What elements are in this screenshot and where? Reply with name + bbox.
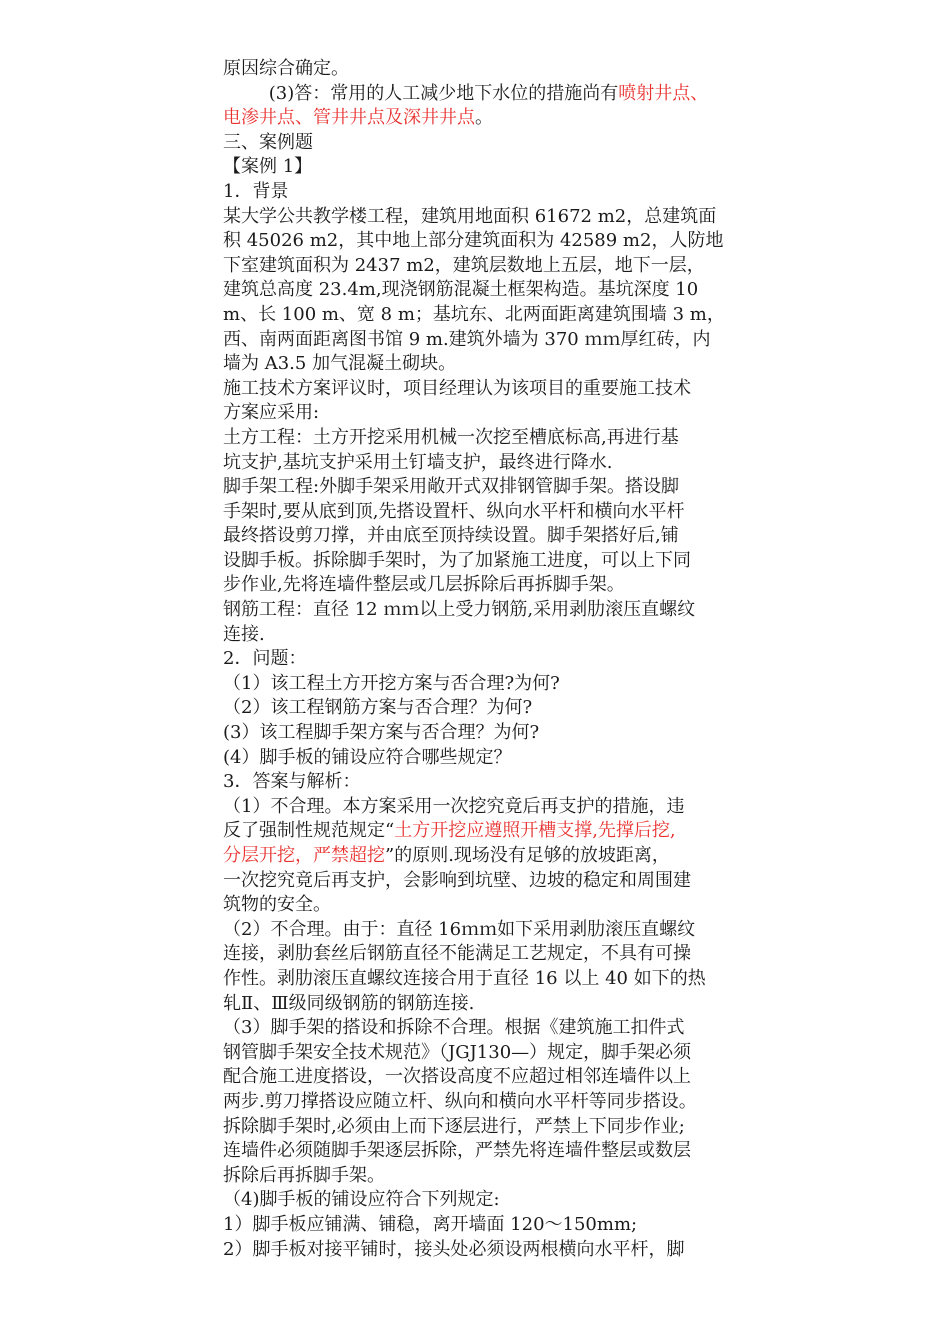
highlighted-text: 喷射井点、 [618,82,709,104]
text-segment: 一次挖究竟后再支护，会影响到坑壁、边坡的稳定和周围建 [223,869,691,891]
text-segment: 脚手架工程:外脚手架采用敞开式双排钢管脚手架。搭设脚 [223,476,680,498]
text-line [223,328,743,353]
text-segment: （2）该工程钢筋方案与否合理？为何? [223,697,533,719]
text-segment: 设脚手板。拆除脚手架时，为了加紧施工进度，可以上下同 [223,549,691,571]
text-line [223,795,743,820]
text-segment: 最终搭设剪刀撑，并由底至顶持续设置。脚手架搭好后,铺 [223,525,679,547]
text-segment: （3）脚手架的搭设和拆除不合理。根据《建筑施工扣件式 [223,1017,685,1039]
text-line [223,254,743,279]
text-segment: 两步.剪刀撑搭设应随立杆、纵向和横向水平杆等同步搭设。 [223,1090,697,1112]
text-segment: 三、案例题 [223,131,313,153]
text-line [223,229,743,254]
text-segment: 作性。剥肋滚压直螺纹连接合用于直径 16 以上 40 如下的热 [223,967,706,989]
text-line [223,1090,743,1115]
text-segment: 施工技术方案评议时，项目经理认为该项目的重要施工技术 [223,377,691,399]
text-line [223,844,743,869]
text-segment: 墙为 A3.5 加气混凝土砌块。 [223,353,457,375]
text-segment: 积 45026 m2，其中地上部分建筑面积为 42589 m2，人防地 [223,230,724,252]
text-line [223,57,743,82]
text-segment: 建筑总高度 23.4m,现浇钢筋混凝土框架构造。基坑深度 10 [223,279,699,301]
text-line [223,451,743,476]
text-line [223,278,743,303]
text-segment: 【案例 1】 [223,156,313,178]
text-segment: 。 [475,107,493,129]
text-segment: 方案应采用: [223,402,320,424]
text-segment: 拆除脚手架时,必须由上而下逐层进行，严禁上下同步作业; [223,1115,685,1137]
highlighted-text: 电渗井点、管井井点及深井井点 [223,107,475,129]
text-segment: 下室建筑面积为 2437 m2，建筑层数地上五层，地下一层， [223,254,705,276]
text-segment: 原因综合确定。 [223,58,349,79]
text-line [223,672,743,697]
text-line [223,1164,743,1189]
text-segment: 钢筋工程：直径 12 ｍｍ以上受力钢筋,采用剥肋滚压直螺纹 [223,599,696,621]
text-segment: 连接，剥肋套丝后钢筋直径不能满足工艺规定，不具有可操 [223,943,691,965]
text-segment: 土方工程：土方开挖采用机械一次挖至槽底标高,再进行基 [223,426,679,448]
text-line [223,401,743,426]
text-line [223,918,743,943]
text-segment: (3)答：常用的人工减少地下水位的措施尚有 [223,82,619,104]
text-line [223,696,743,721]
text-line [223,1139,743,1164]
text-line [223,1238,743,1263]
text-line [223,205,743,230]
text-line [223,598,743,623]
text-line [223,524,743,549]
text-line [223,1213,743,1238]
text-line [223,647,743,672]
text-line [223,352,743,377]
text-line [223,131,743,156]
text-line [223,426,743,451]
text-line [223,942,743,967]
text-line [223,623,743,648]
text-segment: 反了强制性规范规定“ [223,820,395,842]
text-line [223,475,743,500]
text-segment: 连接. [223,623,265,645]
text-line [223,869,743,894]
text-line [223,992,743,1017]
text-segment: 2．问题： [223,648,307,670]
text-line [223,819,743,844]
text-segment: 坑支护,基坑支护采用土钉墙支护，最终进行降水. [223,451,613,473]
text-segment: 1）脚手板应铺满、铺稳，离开墙面 120～150mm; [223,1213,638,1235]
text-segment: 某大学公共教学楼工程，建筑用地面积 61672 m2，总建筑面 [223,205,717,227]
text-line [223,377,743,402]
text-segment: 步作业,先将连墙件整层或几层拆除后再拆脚手架。 [223,574,625,596]
text-line [223,746,743,771]
text-line [223,155,743,180]
text-line [223,721,743,746]
highlighted-text: 分层开挖，严禁超挖 [223,845,385,866]
document-page [223,57,743,1262]
text-segment: 2）脚手板对接平铺时，接头处必须设两根横向水平杆，脚 [223,1238,685,1260]
text-line [223,893,743,918]
text-segment: 配合施工进度搭设，一次搭设高度不应超过相邻连墙件以上 [223,1066,691,1088]
text-line [223,1065,743,1090]
text-segment: 1．背景 [223,180,289,202]
text-segment: （1）不合理。本方案采用一次挖究竟后再支护的措施，违 [223,795,685,817]
text-segment: (3）该工程脚手架方案与否合理？为何? [223,722,540,744]
text-line [223,967,743,992]
text-segment: m、长 100 m、宽 8 m；基坑东、北两面距离建筑围墙 3 m， [223,303,725,325]
text-segment: ”的原则.现场没有足够的放坡距离， [385,845,670,866]
text-segment: 钢管脚手架安全技术规范》（JGJ130—）规定，脚手架必须 [223,1041,692,1063]
text-segment: 筑物的安全。 [223,894,331,916]
text-line [223,1016,743,1041]
text-line [223,106,743,131]
text-segment: 手架时,要从底到顶,先搭设置杆、纵向水平杆和横向水平杆 [223,500,685,522]
text-line [223,1115,743,1140]
text-segment: 拆除后再拆脚手架。 [223,1164,385,1186]
text-line [223,82,743,107]
text-segment: （4)脚手板的铺设应符合下列规定: [223,1189,500,1211]
text-segment: （2）不合理。由于：直径 16ｍｍ如下采用剥肋滚压直螺纹 [223,918,696,940]
text-segment: (4）脚手板的铺设应符合哪些规定？ [223,746,512,768]
text-segment: 轧Ⅱ、Ⅲ级同级钢筋的钢筋连接. [223,992,475,1014]
text-line [223,549,743,574]
text-segment: 连墙件必须随脚手架逐层拆除，严禁先将连墙件整层或数层 [223,1140,691,1162]
text-segment: （1）该工程土方开挖方案与否合理?为何? [223,672,560,694]
text-line [223,573,743,598]
text-line [223,770,743,795]
text-segment: 3．答案与解析： [223,771,361,793]
text-line [223,1041,743,1066]
text-line [223,500,743,525]
text-line [223,1188,743,1213]
text-line [223,303,743,328]
text-line [223,180,743,205]
text-segment: 西、南两面距离图书馆 9 m.建筑外墙为 370 ｍｍ厚红砖，内 [223,328,711,350]
highlighted-text: 土方开挖应遵照开槽支撑,先撑后挖, [394,820,676,842]
